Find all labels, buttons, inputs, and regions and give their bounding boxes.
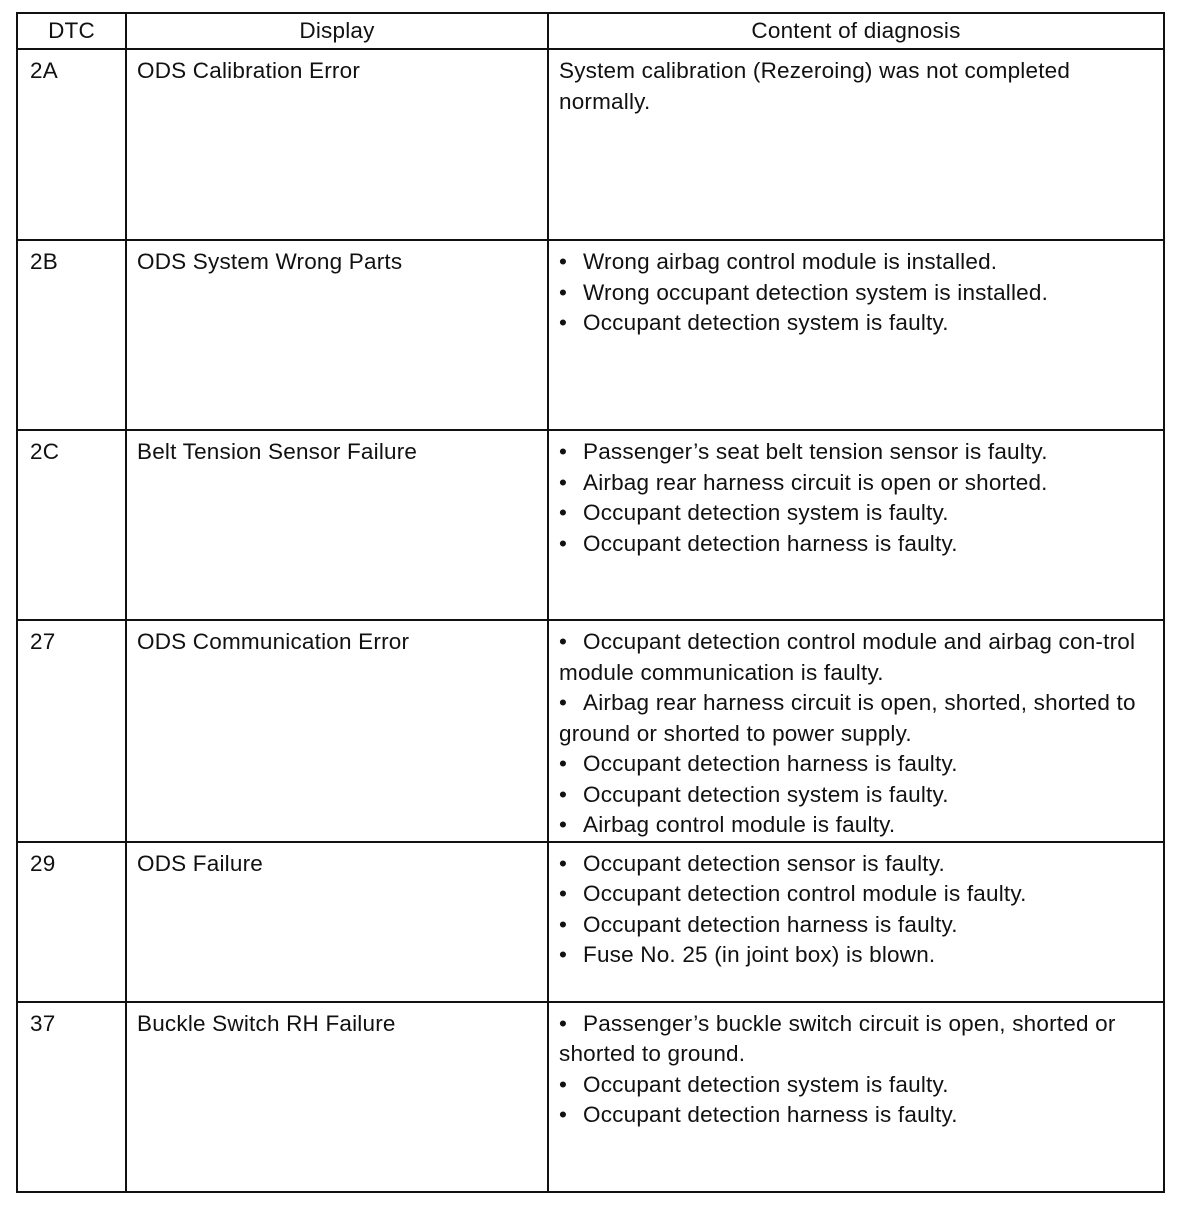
display-text: ODS Communication Error bbox=[126, 620, 548, 842]
bullet-icon: • bbox=[559, 812, 568, 837]
bullet-icon: • bbox=[559, 530, 568, 556]
bullet-icon: • bbox=[559, 751, 568, 776]
bullet-icon: • bbox=[559, 469, 568, 495]
diagnosis-item-text: Airbag rear harness circuit is open or shorted. bbox=[583, 469, 1048, 495]
diagnosis-item bbox=[559, 468, 1153, 499]
table-row bbox=[17, 620, 1164, 842]
diagnosis-item bbox=[559, 247, 1153, 278]
diagnosis-item bbox=[559, 810, 1153, 841]
bullet-icon: • bbox=[559, 850, 568, 876]
diagnosis-item bbox=[559, 749, 1153, 780]
diagnosis-item-text: Airbag control module is faulty. bbox=[583, 812, 896, 837]
diagnosis-item bbox=[559, 437, 1153, 468]
diagnosis-item-text: Occupant detection harness is faulty. bbox=[583, 911, 958, 937]
diagnosis-item-text: Wrong airbag control module is installed. bbox=[583, 249, 998, 274]
table-row bbox=[17, 49, 1164, 240]
diagnosis-item bbox=[559, 1100, 1153, 1131]
bullet-icon: • bbox=[559, 310, 568, 335]
dtc-table bbox=[16, 12, 1165, 1193]
diagnosis-list bbox=[559, 1009, 1153, 1131]
diagnosis-item-text: Wrong occupant detection system is installed. bbox=[583, 279, 1049, 305]
diagnosis-cell bbox=[548, 430, 1164, 620]
diagnosis-item bbox=[559, 849, 1153, 880]
bullet-icon: • bbox=[559, 1010, 568, 1036]
diagnosis-cell bbox=[548, 620, 1164, 842]
diagnosis-item-text: Occupant detection system is faulty. bbox=[583, 500, 949, 525]
diagnosis-item-text: Occupant detection sensor is faulty. bbox=[583, 850, 945, 876]
table-row bbox=[17, 842, 1164, 1002]
diagnosis-item-text: Occupant detection system is faulty. bbox=[583, 781, 949, 807]
diagnosis-cell bbox=[548, 240, 1164, 430]
diagnosis-item-text: Occupant detection control module is faulty. bbox=[583, 881, 1027, 906]
dtc-code: 2C bbox=[17, 430, 126, 620]
diagnosis-item bbox=[559, 1009, 1153, 1070]
diagnosis-list bbox=[559, 627, 1153, 841]
bullet-icon: • bbox=[559, 500, 568, 525]
diagnosis-item-text: Passenger’s seat belt tension sensor is faulty. bbox=[583, 439, 1048, 464]
bullet-icon: • bbox=[559, 781, 568, 807]
diagnosis-item bbox=[559, 308, 1153, 339]
diagnosis-item bbox=[559, 627, 1153, 688]
dtc-code: 27 bbox=[17, 620, 126, 842]
dtc-code: 2B bbox=[17, 240, 126, 430]
bullet-icon: • bbox=[559, 439, 568, 464]
diagnosis-item bbox=[559, 780, 1153, 811]
diagnosis-cell bbox=[548, 1002, 1164, 1192]
bullet-icon: • bbox=[559, 942, 568, 967]
diagnosis-item-text: Fuse No. 25 (in joint box) is blown. bbox=[583, 942, 936, 967]
diagnosis-item bbox=[559, 498, 1153, 529]
header-dtc: DTC bbox=[17, 13, 126, 49]
bullet-icon: • bbox=[559, 249, 568, 274]
bullet-icon: • bbox=[559, 1071, 568, 1097]
display-text: ODS System Wrong Parts bbox=[126, 240, 548, 430]
diagnosis-item bbox=[559, 940, 1153, 971]
table-row bbox=[17, 240, 1164, 430]
diagnosis-item bbox=[559, 278, 1153, 309]
bullet-icon: • bbox=[559, 881, 568, 906]
diagnosis-item bbox=[559, 910, 1153, 941]
diagnosis-item-text: Occupant detection system is faulty. bbox=[583, 310, 949, 335]
diagnosis-item bbox=[559, 688, 1153, 749]
diagnosis-item-text: Occupant detection harness is faulty. bbox=[583, 1102, 958, 1127]
display-text: Buckle Switch RH Failure bbox=[126, 1002, 548, 1192]
dtc-code: 37 bbox=[17, 1002, 126, 1192]
display-text: ODS Failure bbox=[126, 842, 548, 1002]
display-text: ODS Calibration Error bbox=[126, 49, 548, 240]
display-text: Belt Tension Sensor Failure bbox=[126, 430, 548, 620]
table-header bbox=[17, 13, 1164, 49]
diagnosis-item bbox=[559, 1070, 1153, 1101]
table-row bbox=[17, 430, 1164, 620]
table-body bbox=[17, 49, 1164, 1192]
bullet-icon: • bbox=[559, 1102, 568, 1127]
diagnosis-list bbox=[559, 247, 1153, 339]
diagnosis-item-text: Occupant detection harness is faulty. bbox=[583, 530, 958, 556]
header-content: Content of diagnosis bbox=[548, 13, 1164, 49]
bullet-icon: • bbox=[559, 911, 568, 937]
diagnosis-item bbox=[559, 879, 1153, 910]
dtc-code: 29 bbox=[17, 842, 126, 1002]
dtc-code: 2A bbox=[17, 49, 126, 240]
header-display: Display bbox=[126, 13, 548, 49]
diagnosis-item-text: Occupant detection control module and airbag con-trol module communication is faulty. bbox=[559, 629, 1136, 685]
diagnosis-item-text: Occupant detection system is faulty. bbox=[583, 1071, 949, 1097]
diagnosis-item-text: Occupant detection harness is faulty. bbox=[583, 751, 958, 776]
diagnosis-item bbox=[559, 529, 1153, 560]
diagnosis-cell bbox=[548, 842, 1164, 1002]
diagnosis-list bbox=[559, 849, 1153, 971]
bullet-icon: • bbox=[559, 629, 568, 654]
diagnosis-item-text: Passenger’s buckle switch circuit is open, shorted or shorted to ground. bbox=[559, 1010, 1116, 1066]
table-row bbox=[17, 1002, 1164, 1192]
diagnosis-text: System calibration (Rezeroing) was not completed normally. bbox=[548, 49, 1164, 240]
header-row bbox=[17, 13, 1164, 49]
diagnosis-list bbox=[559, 437, 1153, 559]
diagnosis-item-text: Airbag rear harness circuit is open, shorted, shorted to ground or shorted to power supply. bbox=[559, 690, 1136, 746]
bullet-icon: • bbox=[559, 279, 568, 305]
bullet-icon: • bbox=[559, 690, 568, 715]
